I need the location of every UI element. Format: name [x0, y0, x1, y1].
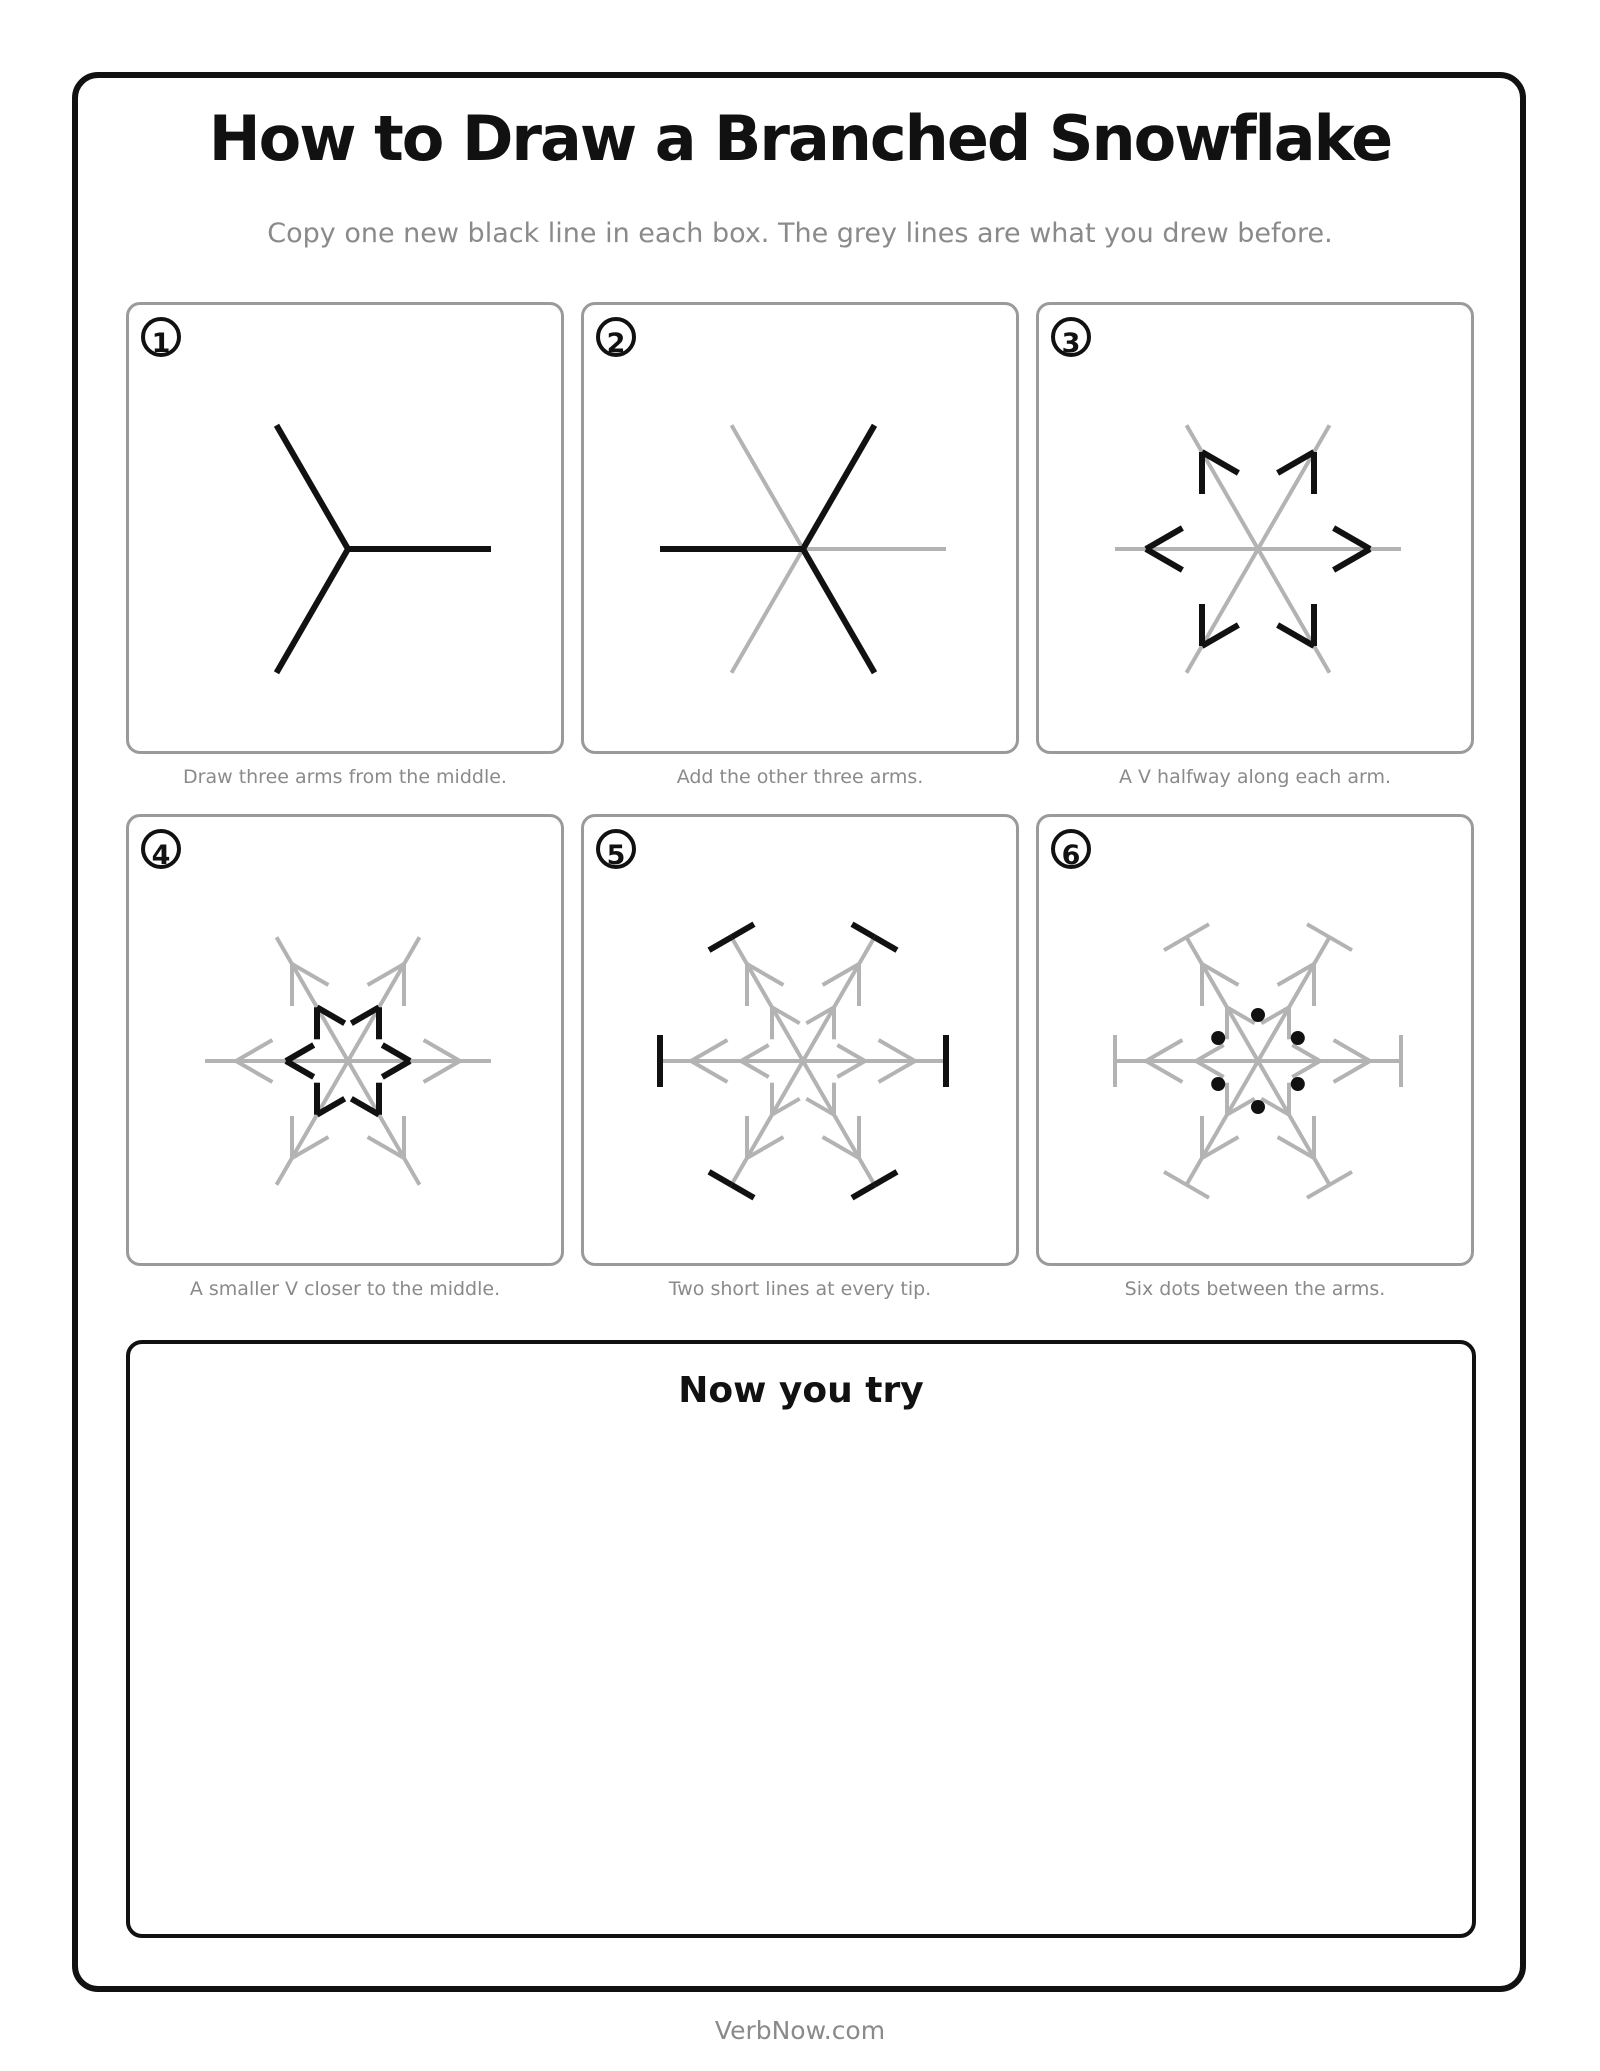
- snowflake-tip-line: [709, 1172, 732, 1185]
- snowflake-inner-v: [837, 1061, 865, 1077]
- snowflake-outer-v: [236, 1061, 272, 1082]
- snowflake-outer-v: [1146, 528, 1182, 549]
- snowflake-tip-line: [1164, 1172, 1187, 1185]
- step-5-number: 5: [596, 829, 636, 869]
- step-4-drawing: [129, 817, 567, 1269]
- snowflake-tip-line: [1187, 924, 1210, 937]
- step-4-caption: A smaller V closer to the middle.: [189, 1278, 501, 1300]
- snowflake-dot: [1251, 1100, 1265, 1114]
- snowflake-tip-line: [1330, 937, 1353, 950]
- snowflake-arm: [803, 549, 875, 673]
- snowflake-inner-v: [1196, 1045, 1224, 1061]
- snowflake-tip-line: [1307, 924, 1330, 937]
- footer-site-name: VerbNow.com: [714, 2016, 886, 2045]
- practice-label: Now you try: [678, 1370, 924, 1411]
- snowflake-tip-line: [875, 937, 898, 950]
- snowflake-dot: [1291, 1031, 1305, 1045]
- snowflake-tip-line: [1187, 1185, 1210, 1198]
- snowflake-arm: [803, 937, 875, 1061]
- step-6-caption: Six dots between the arms.: [1124, 1278, 1386, 1300]
- step-3-number: 3: [1051, 317, 1091, 357]
- step-3-panel: [1036, 302, 1474, 754]
- step-1-number: 1: [141, 317, 181, 357]
- snowflake-outer-v: [1334, 1040, 1370, 1061]
- snowflake-arm: [1187, 549, 1259, 673]
- snowflake-inner-v: [286, 1045, 314, 1061]
- step-1-panel: [126, 302, 564, 754]
- snowflake-outer-v: [691, 1061, 727, 1082]
- snowflake-outer-v: [1334, 549, 1370, 570]
- snowflake-arm: [277, 549, 349, 673]
- snowflake-arm: [803, 1061, 875, 1185]
- step-1-drawing: [129, 305, 567, 757]
- snowflake-outer-v: [879, 1061, 915, 1082]
- snowflake-dot: [1211, 1077, 1225, 1091]
- worksheet-instructions: Copy one new black line in each box. The grey lines are what you drew before.: [267, 218, 1333, 249]
- snowflake-tip-line: [1307, 1185, 1330, 1198]
- snowflake-tip-line: [852, 924, 875, 937]
- snowflake-arm: [732, 425, 804, 549]
- snowflake-dot: [1291, 1077, 1305, 1091]
- snowflake-outer-v: [691, 1040, 727, 1061]
- snowflake-outer-v: [424, 1061, 460, 1082]
- snowflake-outer-v: [236, 1040, 272, 1061]
- snowflake-arm: [1258, 425, 1330, 549]
- snowflake-outer-v: [1146, 549, 1182, 570]
- step-5-drawing: [584, 817, 1022, 1269]
- snowflake-tip-line: [709, 937, 732, 950]
- snowflake-dot: [1211, 1031, 1225, 1045]
- worksheet-title: How to Draw a Branched Snowflake: [208, 102, 1392, 175]
- snowflake-arm: [277, 1061, 349, 1185]
- step-4-panel: [126, 814, 564, 1266]
- snowflake-outer-v: [1146, 1061, 1182, 1082]
- snowflake-tip-line: [1164, 937, 1187, 950]
- step-2-panel: [581, 302, 1019, 754]
- snowflake-inner-v: [837, 1045, 865, 1061]
- snowflake-arm: [1187, 425, 1259, 549]
- snowflake-outer-v: [1334, 528, 1370, 549]
- snowflake-inner-v: [382, 1045, 410, 1061]
- snowflake-inner-v: [1196, 1061, 1224, 1077]
- step-1-caption: Draw three arms from the middle.: [183, 766, 507, 788]
- snowflake-inner-v: [1292, 1061, 1320, 1077]
- snowflake-arm: [732, 1061, 804, 1185]
- snowflake-tip-line: [875, 1172, 898, 1185]
- snowflake-arm: [277, 425, 349, 549]
- step-2-drawing: [584, 305, 1022, 757]
- snowflake-outer-v: [424, 1040, 460, 1061]
- snowflake-inner-v: [286, 1061, 314, 1077]
- step-6-drawing: [1039, 817, 1477, 1269]
- snowflake-arm: [803, 425, 875, 549]
- snowflake-tip-line: [852, 1185, 875, 1198]
- snowflake-tip-line: [1330, 1172, 1353, 1185]
- step-3-drawing: [1039, 305, 1477, 757]
- snowflake-dot: [1251, 1008, 1265, 1022]
- snowflake-arm: [732, 549, 804, 673]
- snowflake-tip-line: [732, 924, 755, 937]
- snowflake-arm: [348, 1061, 420, 1185]
- step-3-caption: A V halfway along each arm.: [1118, 766, 1392, 788]
- snowflake-outer-v: [879, 1040, 915, 1061]
- snowflake-tip-line: [732, 1185, 755, 1198]
- step-4-number: 4: [141, 829, 181, 869]
- snowflake-outer-v: [1146, 1040, 1182, 1061]
- snowflake-inner-v: [741, 1045, 769, 1061]
- snowflake-inner-v: [1292, 1045, 1320, 1061]
- snowflake-inner-v: [741, 1061, 769, 1077]
- step-2-caption: Add the other three arms.: [676, 766, 924, 788]
- step-6-number: 6: [1051, 829, 1091, 869]
- snowflake-outer-v: [1334, 1061, 1370, 1082]
- step-6-panel: [1036, 814, 1474, 1266]
- step-2-number: 2: [596, 317, 636, 357]
- step-5-caption: Two short lines at every tip.: [668, 1278, 932, 1300]
- snowflake-arm: [277, 937, 349, 1061]
- snowflake-arm: [732, 937, 804, 1061]
- step-5-panel: [581, 814, 1019, 1266]
- practice-drawing-area[interactable]: [126, 1340, 1476, 1938]
- snowflake-arm: [1258, 549, 1330, 673]
- snowflake-inner-v: [382, 1061, 410, 1077]
- snowflake-arm: [348, 937, 420, 1061]
